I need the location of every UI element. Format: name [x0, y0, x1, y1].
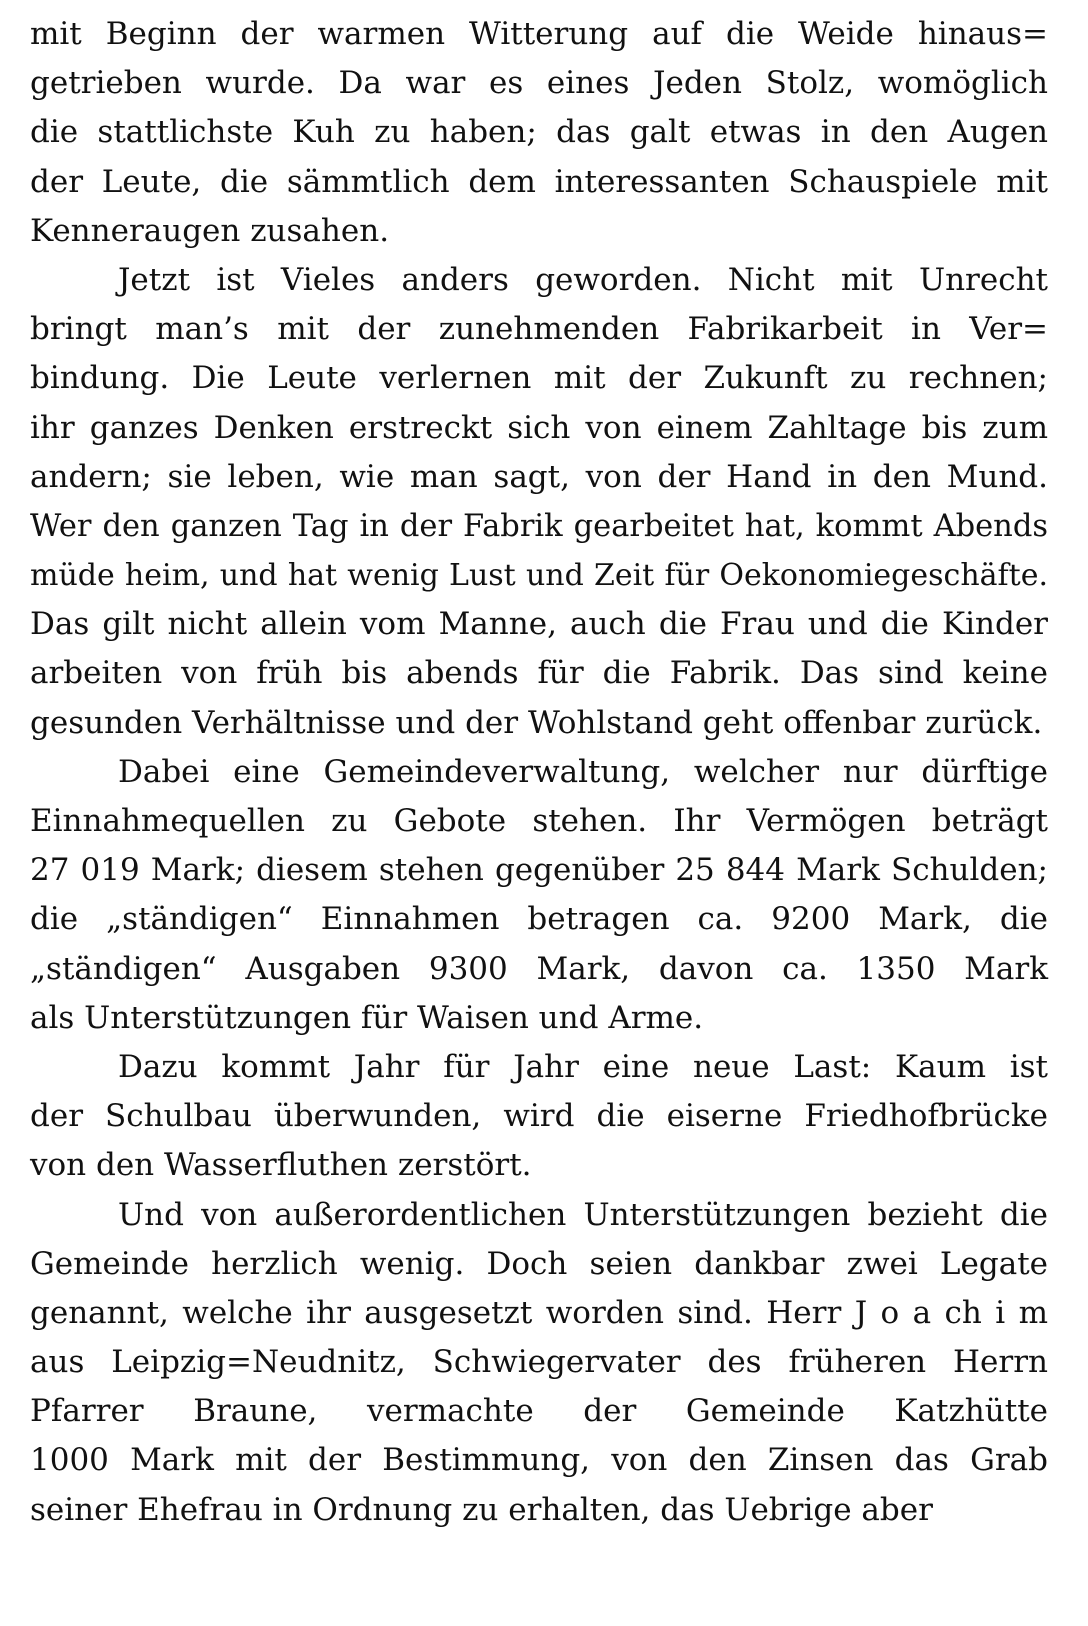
text-line: andern; sie leben, wie man sagt, von der Hand in den Mund. [30, 458, 1048, 495]
text-line: müde heim, und hat wenig Lust und Zeit für Oekonomiegeschäfte. [30, 558, 1048, 594]
text-line: der Leute, die sämmtlich dem interessanten Schauspiele mit [30, 163, 1048, 200]
text-line: Kenneraugen zusahen. [30, 212, 390, 249]
text-line: seiner Ehefrau in Ordnung zu erhalten, das Uebrige aber [30, 1491, 933, 1528]
text-line: aus Leipzig=Neudnitz, Schwiegervater des früheren Herrn [30, 1344, 1048, 1381]
text-line: die stattlichste Kuh zu haben; das galt etwas in den Augen [30, 114, 1048, 151]
text-line: Jetzt ist Vieles anders geworden. Nicht mit Unrecht [118, 261, 1048, 298]
paragraph [30, 1043, 1048, 1191]
text-line: der Schulbau überwunden, wird die eiserne Friedhofbrücke [30, 1098, 1048, 1135]
text-line: Wer den ganzen Tag in der Fabrik gearbeitet hat, kommt Abends [30, 508, 1048, 544]
paragraph [30, 1191, 1048, 1535]
text-line: gesunden Verhältnisse und der Wohlstand geht offenbar zurück. [30, 704, 1043, 741]
text-line: 27 019 Mark; diesem stehen gegenüber 25 844 Mark Schulden; [30, 852, 1048, 889]
text-line: bringt man’s mit der zunehmenden Fabrikarbeit in Ver= [30, 311, 1048, 348]
text-line: als Unterstützungen für Waisen und Arme. [30, 999, 704, 1036]
text-line: Einnahmequellen zu Gebote stehen. Ihr Vermögen beträgt [30, 803, 1048, 839]
text-line: Gemeinde herzlich wenig. Doch seien dankbar zwei Legate [30, 1245, 1048, 1282]
paragraph [30, 256, 1048, 748]
text-line: von den Wasserfluthen zerstört. [30, 1147, 532, 1184]
text-line: Dabei eine Gemeindeverwaltung, welcher nur dürftige [118, 753, 1048, 790]
text-line: bindung. Die Leute verlernen mit der Zukunft zu rechnen; [30, 360, 1048, 397]
text-line: genannt, welche ihr ausgesetzt worden sind. Herr J o a ch i m [30, 1294, 1048, 1331]
paragraph [30, 10, 1048, 256]
text-line: die „ständigen“ Einnahmen betragen ca. 9200 Mark, die [30, 901, 1048, 938]
text-line: Dazu kommt Jahr für Jahr eine neue Last: Kaum ist [118, 1048, 1048, 1085]
text-body [30, 10, 1048, 1535]
text-line: „ständigen“ Ausgaben 9300 Mark, davon ca. 1350 Mark [30, 950, 1048, 987]
text-line: Pfarrer Braune, vermachte der Gemeinde Katzhütte [30, 1393, 1048, 1430]
text-line: Und von außerordentlichen Unterstützungen bezieht die [118, 1196, 1048, 1233]
text-line: mit Beginn der warmen Witterung auf die Weide hinaus= [30, 16, 1048, 52]
text-line: Das gilt nicht allein vom Manne, auch die Frau und die Kinder [30, 606, 1048, 643]
text-line: arbeiten von früh bis abends für die Fabrik. Das sind keine [30, 655, 1048, 692]
paragraph [30, 748, 1048, 1043]
text-line: getrieben wurde. Da war es eines Jeden Stolz, womöglich [30, 65, 1048, 102]
text-line: 1000 Mark mit der Bestimmung, von den Zinsen das Grab [30, 1442, 1048, 1479]
text-line: ihr ganzes Denken erstreckt sich von einem Zahltage bis zum [30, 409, 1048, 446]
